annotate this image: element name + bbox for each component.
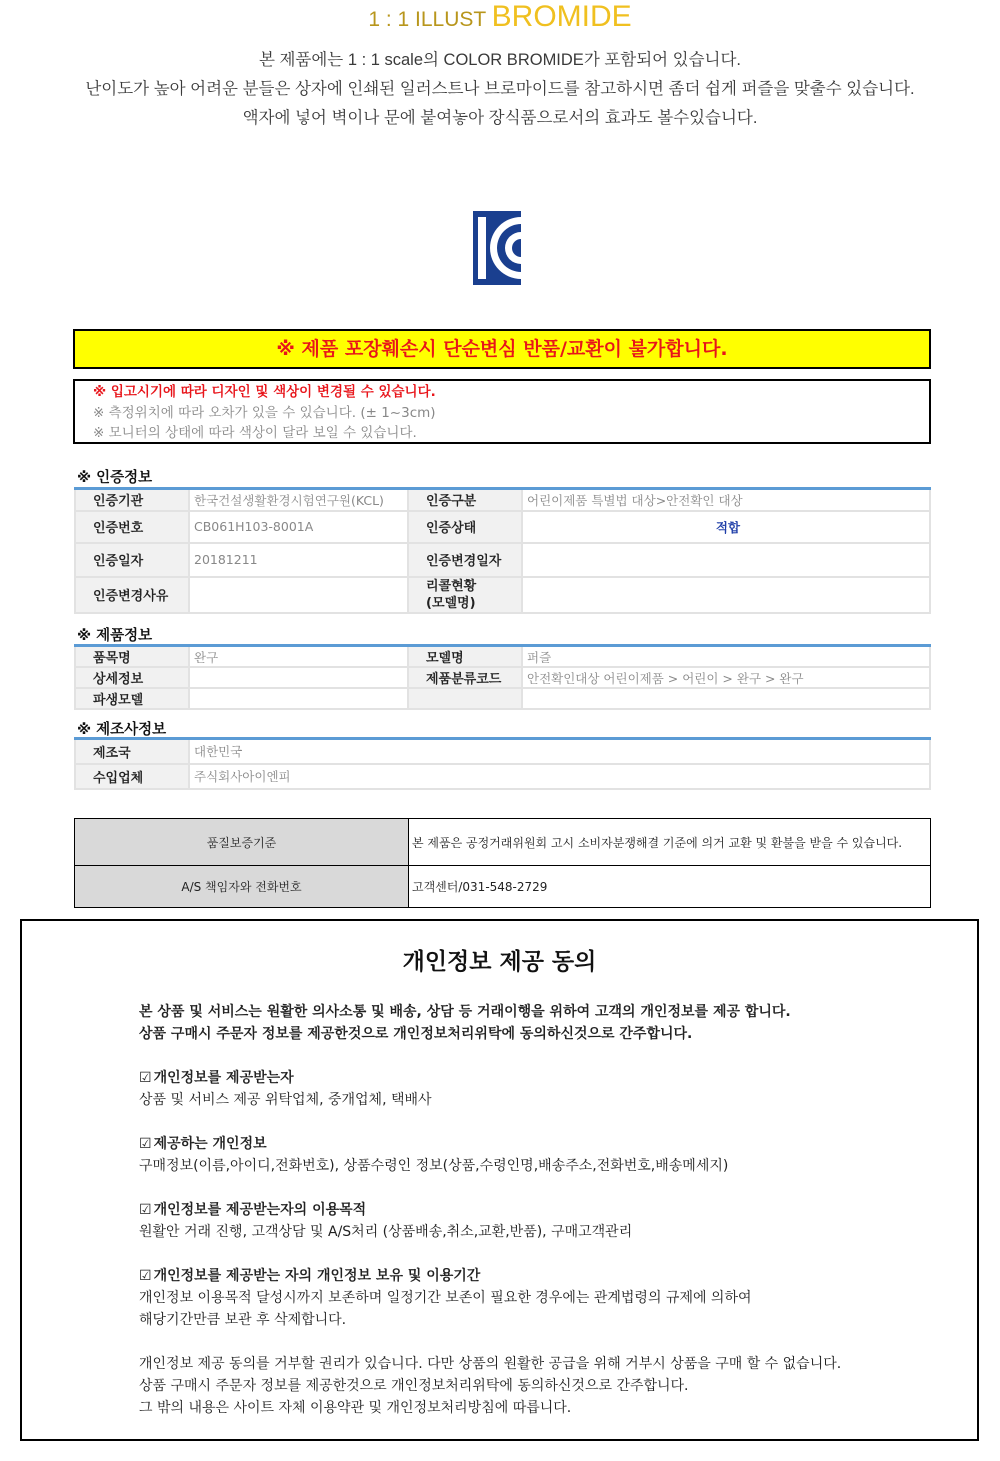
cell-value: 주식회사아이엔피 [189,764,930,789]
bromide-title [0,0,1000,36]
cell-value: 어린이제품 특별법 대상>안전확인 대상 [522,489,930,511]
table-row [75,866,931,908]
cell-label: 인증구분 [408,489,522,511]
notice-measurement-error: ※ 측정위치에 따라 오차가 있을 수 있습니다. (± 1~3cm) [93,404,436,421]
block-line: 원활안 거래 진행, 고객상담 및 A/S처리 (상품배송,취소,교환,반품), 구매고객관리 [139,1224,633,1240]
block-line: 해당기간만큼 보관 후 삭제합니다. [139,1312,347,1328]
checkbox-checked-icon: ☑ [139,1070,152,1086]
bromide-title-prefix: 1 : 1 ILLUST [368,8,492,31]
privacy-consent-box [20,919,979,1441]
cert-info-table [74,487,931,614]
table-row [75,739,930,764]
as-contact-value: 고객센터/031-548-2729 [409,866,931,908]
privacy-title: 개인정보 제공 동의 [402,949,597,975]
cell-value [189,688,408,709]
privacy-block-purpose [139,1199,959,1243]
block-title: 개인정보를 제공받는자 [153,1070,294,1086]
block-title: 개인정보를 제공받는 자의 개인정보 보유 및 이용기간 [153,1268,481,1284]
checkbox-checked-icon: ☑ [139,1136,152,1152]
cell-value: 퍼즐 [522,646,930,668]
table-row [75,764,930,789]
block-line: 구매정보(이름,아이디,전화번호), 상품수령인 정보(상품,수령인명,배송주소,전화번호,배송메세지) [139,1158,729,1174]
cell-value: 대한민국 [189,739,930,764]
block-title: 제공하는 개인정보 [153,1136,267,1152]
cell-value [522,577,930,613]
privacy-closing [139,1353,959,1419]
quality-standard-label: 품질보증기준 [75,819,409,866]
cell-value: 20181211 [189,543,408,577]
cell-value [189,577,408,613]
description-line: 본 제품에는 1 : 1 scale의 COLOR BROMIDE가 포함되어 있습니다. [258,51,742,69]
cell-label: 인증변경사유 [75,577,189,613]
closing-line: 그 밖의 내용은 사이트 자체 이용약관 및 개인정보처리방침에 따릅니다. [139,1400,572,1416]
cell-label: 제품분류코드 [408,667,522,688]
cell-label: 인증일자 [75,543,189,577]
bromide-title-main: BROMIDE [491,0,632,33]
cell-label: 인증번호 [75,511,189,543]
cert-status-value: 적합 [522,511,930,543]
cell-label-recall [408,577,522,613]
closing-line: 개인정보 제공 동의를 거부할 권리가 있습니다. 다만 상품의 원활한 공급을 위해 거부시 상품을 구매 할 수 없습니다. [139,1356,842,1372]
cell-value: CB061H103-8001A [189,511,408,543]
maker-info-table [74,737,931,790]
privacy-body [139,1001,959,1419]
closing-line: 상품 구매시 주문자 정보를 제공한것으로 개인정보처리위탁에 동의하신것으로 간주합니다. [139,1378,689,1394]
no-return-warning-banner: ※ 제품 포장훼손시 단순변심 반품/교환이 불가합니다. [73,329,931,369]
block-title: 개인정보를 제공받는자의 이용목적 [153,1202,367,1218]
privacy-intro-line: 상품 구매시 주문자 정보를 제공한것으로 개인정보처리위탁에 동의하신것으로 간주합니다. [139,1026,693,1042]
description-line: 난이도가 높아 어려운 분들은 상자에 인쇄된 일러스트나 브로마이드를 참고하시면 좀더 쉽게 퍼즐을 맞출수 있습니다. [85,80,915,98]
privacy-intro-line: 본 상품 및 서비스는 원활한 의사소통 및 배송, 상담 등 거래이행을 위하여 고객의 개인정보를 제공 합니다. [139,1004,791,1020]
privacy-block-provided-info [139,1133,959,1177]
quality-assurance-table [74,818,931,908]
kc-certification-icon [473,211,521,285]
cert-info-title: ※ 인증정보 [77,470,153,486]
cell-label: 상세정보 [75,667,189,688]
notice-design-change: ※ 입고시기에 따라 디자인 및 색상이 변경될 수 있습니다. [93,384,436,400]
bromide-description [0,46,1000,133]
table-row [75,543,930,577]
checkbox-checked-icon: ☑ [139,1268,152,1284]
recall-label-line: 리콜현황 [426,578,477,594]
cell-value: 완구 [189,646,408,668]
table-row [75,688,930,709]
as-contact-label: A/S 책임자와 전화번호 [75,866,409,908]
table-row [75,577,930,613]
cell-value [189,667,408,688]
cell-label: 품목명 [75,646,189,668]
recall-label-line: (모델명) [426,595,476,611]
cell-value: 한국건설생활환경시험연구원(KCL) [189,489,408,511]
cell-label: 제조국 [75,739,189,764]
cell-label [408,688,522,709]
cell-label: 파생모델 [75,688,189,709]
cell-label: 인증상태 [408,511,522,543]
cell-value [522,688,930,709]
table-row [75,489,930,511]
privacy-block-recipients [139,1067,959,1111]
cell-label: 인증기관 [75,489,189,511]
maker-info-title: ※ 제조사정보 [77,722,167,738]
quality-standard-value: 본 제품은 공정거래위원회 고시 소비자분쟁해결 기준에 의거 교환 및 환불을 받을 수 있습니다. [409,819,931,866]
checkbox-checked-icon: ☑ [139,1202,152,1218]
cell-value [522,543,930,577]
product-info-table [74,644,931,710]
block-line: 상품 및 서비스 제공 위탁업체, 중개업체, 택배사 [139,1092,432,1108]
cell-value: 안전확인대상 어린이제품 > 어린이 > 완구 > 완구 [522,667,930,688]
table-row [75,511,930,543]
block-line: 개인정보 이용목적 달성시까지 보존하며 일정기간 보존이 필요한 경우에는 관계법령의 규제에 의하여 [139,1290,752,1306]
product-info-title: ※ 제품정보 [77,628,153,644]
product-notice-box [73,379,931,444]
table-row [75,667,930,688]
table-row [75,819,931,866]
cell-label: 수입업체 [75,764,189,789]
cell-label: 인증변경일자 [408,543,522,577]
notice-monitor-color: ※ 모니터의 상태에 따라 색상이 달라 보일 수 있습니다. [93,425,417,441]
table-row [75,646,930,668]
cell-label: 모델명 [408,646,522,668]
description-line: 액자에 넣어 벽이나 문에 붙여놓아 장식품으로서의 효과도 볼수있습니다. [242,109,758,127]
privacy-block-retention [139,1265,959,1331]
